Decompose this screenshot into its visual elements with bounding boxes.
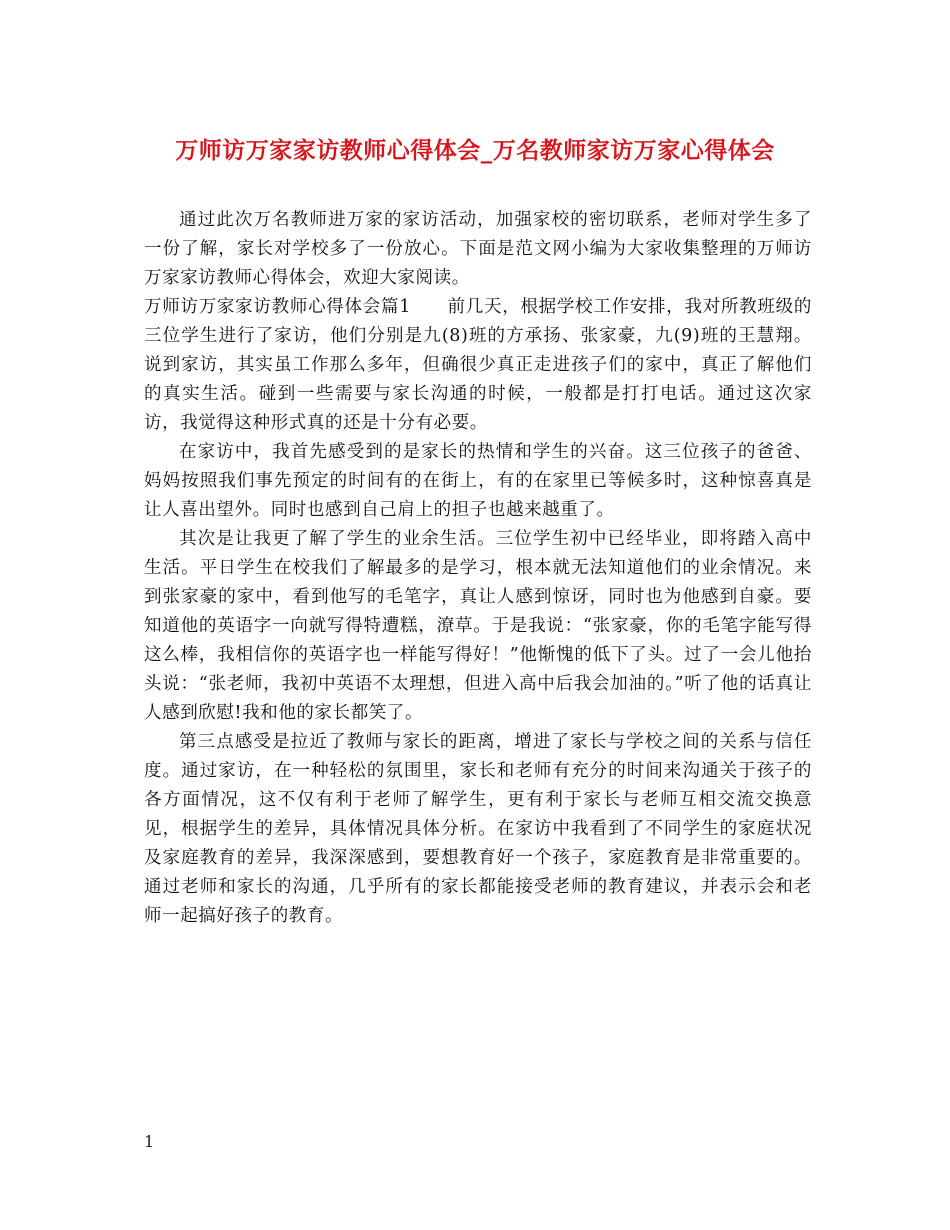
paragraph-leisure-life: 其次是让我更了解了学生的业余生活。三位学生初中已经毕业，即将踏入高中生活。平日学生在校我们了解最多的是学习，根本就无法知道他们的业余情况。来到张家豪的家中，看到他写的毛笔字，真让人感到惊讶，同时也为他感到自豪。要知道他的英语字一向就写得特遭糕，潦草。于是我说：“张家豪，你的毛笔字能写得这么棒，我相信你的英语字也一样能写得好！”他惭愧的低下了头。过了一会儿他抬头说：“张老师，我初中英语不太理想，但进入高中后我会加油的。”听了他的话真让人感到欣慰!我和他的家长都笑了。 [144, 529, 812, 723]
paragraph-section-1: 万师访万家家访教师心得体会篇1 前几天，根据学校工作安排，我对所教班级的三位学生进行了家访，他们分别是九(8)班的方承扬、张家豪，九(9)班的王慧翔。说到家访，其实虽工作那么多年，但确很少真正走进孩子们的家中，真正了解他们的真实生活。碰到一些需要与家长沟通的时候，一般都是打打电话。通过这次家访，我觉得这种形式真的还是十分有必要。 [144, 297, 812, 433]
page-number: 1 [144, 1132, 155, 1151]
paragraph-enthusiasm: 在家访中，我首先感受到的是家长的热情和学生的兴奋。这三位孩子的爸爸、妈妈按照我们事先预定的时间有的在街上，有的在家里已等候多时，这种惊喜真是让人喜出望外。同时也感到自己肩上的担子也越来越重了。 [144, 442, 812, 520]
document-title: 万师访万家家访教师心得体会_万名教师家访万家心得体会 [175, 137, 775, 164]
paragraph-intro: 通过此次万名教师进万家的家访活动，加强家校的密切联系，老师对学生多了一份了解，家长对学校多了一份放心。下面是范文网小编为大家收集整理的万师访万家家访教师心得体会，欢迎大家阅读。 [144, 210, 812, 288]
document-body [144, 206, 812, 931]
paragraph-closer-relationship: 第三点感受是拉近了教师与家长的距离，增进了家长与学校之间的关系与信任度。通过家访，在一种轻松的氛围里，家长和老师有充分的时间来沟通关于孩子的各方面情况，这不仅有利于老师了解学生，更有利于家长与老师互相交流交换意见，根据学生的差异，具体情况具体分析。在家访中我看到了不同学生的家庭状况及家庭教育的差异，我深深感到，要想教育好一个孩子，家庭教育是非常重要的。通过老师和家长的沟通，几乎所有的家长都能接受老师的教育建议，并表示会和老师一起搞好孩子的教育。 [144, 732, 812, 926]
